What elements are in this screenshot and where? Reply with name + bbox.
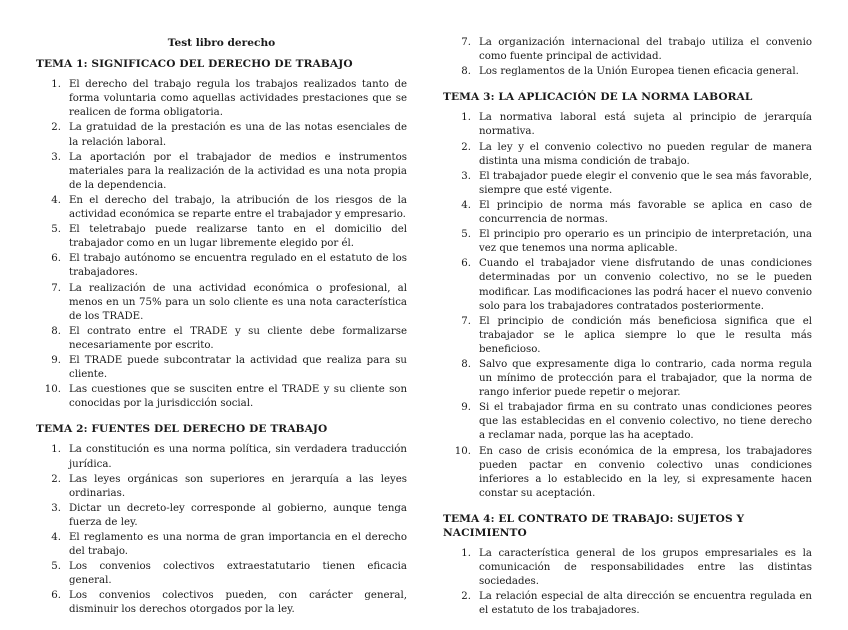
- list-item: 2. Las leyes orgánicas son superiores en jerarquía a las leyes ordinarias.: [51, 473, 407, 499]
- list-item: 7. El principio de condición más beneficiosa significa que el trabajador se le aplica siempre lo que le resulta más beneficioso.: [461, 315, 812, 355]
- list-item: 5. El principio pro operario es un principio de interpretación, una vez que tenemos una norma aplicable.: [461, 229, 812, 255]
- question-list-tema-3: [443, 111, 812, 501]
- list-item: 4. El principio de norma más favorable se aplica en caso de concurrencia de normas.: [461, 199, 812, 226]
- section-title-tema-1: TEMA 1: SIGNIFICACO DEL DERECHO DE TRABAJO: [36, 58, 353, 71]
- list-item: 9. El TRADE puede subcontratar la actividad que realiza para su cliente.: [51, 354, 407, 381]
- list-item: 8. Los reglamentos de la Unión Europea tienen eficacia general.: [461, 66, 799, 78]
- list-item: 5. Los convenios colectivos extraestatutario tienen eficacia general.: [51, 561, 407, 587]
- question-list-tema-1: [36, 78, 407, 411]
- list-item: 10. En caso de crisis económica de la empresa, los trabajadores pueden pactar en convenio colectivo unas condiciones inferiores a lo establecido en la ley, si expresamente hacen constar su aceptación.: [454, 445, 812, 499]
- list-item: 1. La constitución es una norma política, sin verdadera traducción jurídica.: [51, 444, 407, 470]
- list-item: 6. Cuando el trabajador viene disfrutando de unas condiciones determinadas por un convenio colectivo, no se le pueden modificar. Las modificaciones las podrá hacer el nuevo convenio solo para los trabajadores contratados posteriormente.: [461, 258, 812, 312]
- document-title: Test libro derecho: [167, 37, 276, 49]
- question-list-tema-2-continued: [443, 36, 812, 79]
- list-item: 9. Si el trabajador firma en su contrato unas condiciones peores que las establecidas en el convenio colectivo, no tiene derecho a reclamar nada, porque las ha aceptado.: [461, 402, 812, 442]
- list-item: 6. Los convenios colectivos pueden, con carácter general, disminuir los derechos otorgados por la ley.: [51, 590, 407, 616]
- left-column: [36, 34, 407, 629]
- list-item: 3. Dictar un decreto-ley corresponde al gobierno, aunque tenga fuerza de ley.: [51, 502, 407, 528]
- right-column: [443, 36, 812, 630]
- list-item: 8. El contrato entre el TRADE y su cliente debe formalizarse necesariamente por escrito.: [51, 325, 407, 351]
- section-title-tema-3: TEMA 3: LA APLICACIÓN DE LA NORMA LABORAL: [443, 91, 753, 104]
- list-item: 4. En el derecho del trabajo, la atribución de los riesgos de la actividad económica se reparte entre el trabajador y empresario.: [51, 194, 407, 221]
- section-title-tema-2: TEMA 2: FUENTES DEL DERECHO DE TRABAJO: [36, 423, 328, 436]
- question-list-tema-4: [443, 547, 812, 618]
- list-item: 4. El reglamento es una norma de gran importancia en el derecho del trabajo.: [51, 532, 407, 558]
- list-item: 3. El trabajador puede elegir el convenio que le sea más favorable, siempre que esté vigente.: [461, 170, 812, 196]
- list-item: 3. La aportación por el trabajador de medios e instrumentos materiales para la realización de la actividad es una nota propia de la dependencia.: [51, 151, 407, 191]
- list-item: 7. La organización internacional del trabajo utiliza el convenio como fuente principal de actividad.: [461, 37, 812, 63]
- list-item: 1. La normativa laboral está sujeta al principio de jerarquía normativa.: [461, 112, 812, 138]
- list-item: 7. La realización de una actividad económica o profesional, al menos en un 75% para un solo cliente es una nota característica de los TRADE.: [51, 282, 407, 322]
- list-item: 8. Salvo que expresamente diga lo contrario, cada norma regula un mínimo de protección para el trabajador, que la norma de rango inferior puede repetir o mejorar.: [461, 358, 812, 399]
- list-item: 5. El teletrabajo puede realizarse tanto en el domicilio del trabajador como en un lugar libremente elegido por él.: [51, 224, 407, 250]
- section-title-tema-4: TEMA 4: EL CONTRATO DE TRABAJO: SUJETOS Y NACIMIENTO: [443, 512, 745, 539]
- list-item: 2. La relación especial de alta dirección se encuentra regulada en el estatuto de los trabajadores.: [461, 591, 812, 617]
- list-item: 2. La ley y el convenio colectivo no pueden regular de manera distinta una misma condición de trabajo.: [461, 141, 812, 167]
- list-item: 2. La gratuidad de la prestación es una de las notas esenciales de la relación laboral.: [51, 122, 407, 148]
- list-item: 1. La característica general de los grupos empresariales es la comunicación de responsabilidades entre las distintas sociedades.: [461, 548, 812, 588]
- question-list-tema-2: [36, 443, 407, 617]
- list-item: 1. El derecho del trabajo regula los trabajos realizados tanto de forma voluntaria como aquellas actividades prestaciones que se realicen de forma obligatoria.: [51, 79, 407, 119]
- list-item: 10. Las cuestiones que se susciten entre el TRADE y su cliente son conocidas por la jurisdicción social.: [44, 384, 407, 410]
- list-item: 6. El trabajo autónomo se encuentra regulado en el estatuto de los trabajadores.: [51, 253, 407, 279]
